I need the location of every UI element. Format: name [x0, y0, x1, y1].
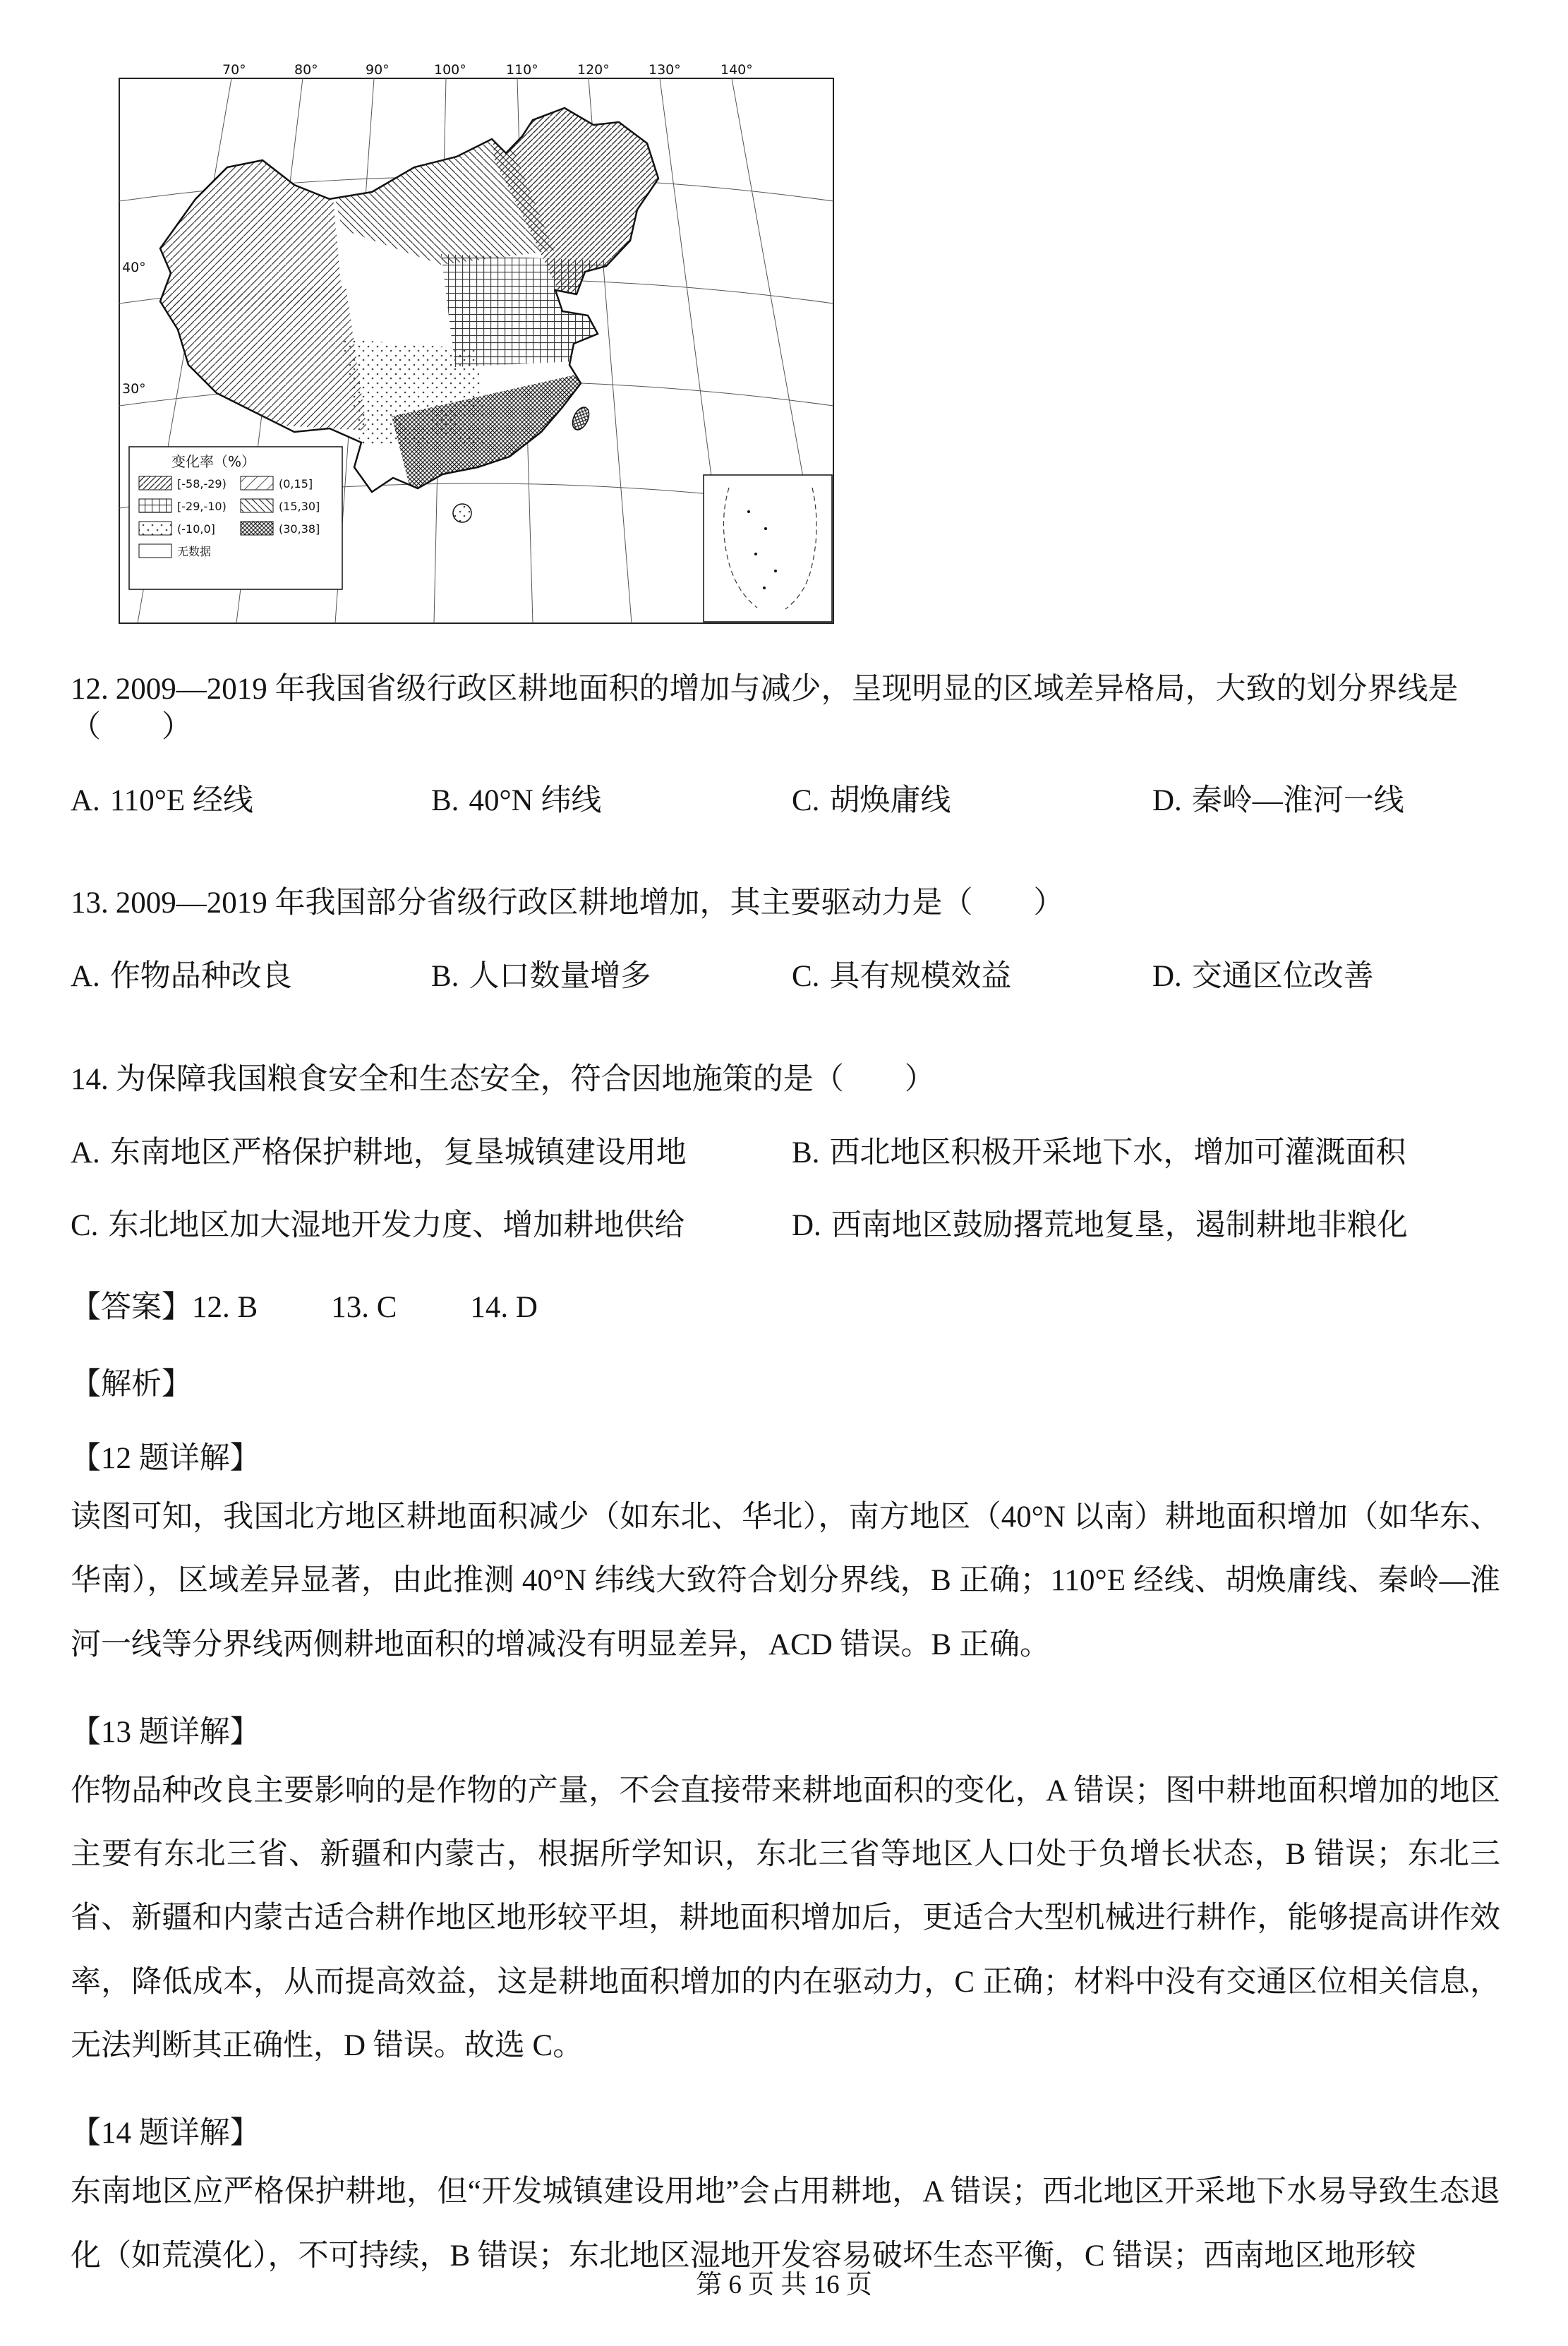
legend-label: [-58,-29) — [177, 477, 227, 491]
lon-label: 120° — [577, 62, 610, 78]
question-number: 13. — [71, 886, 109, 920]
answer-label: 【答案】 — [71, 1291, 192, 1324]
option-label: D. — [1152, 783, 1182, 817]
option-label: D. — [792, 1209, 821, 1243]
option-text: 作物品种改良 — [109, 960, 292, 993]
map-longitude-labels — [222, 62, 753, 78]
lat-label: 40° — [122, 260, 146, 275]
option-text: 交通区位改善 — [1191, 960, 1374, 993]
answer-item: 13. C — [331, 1291, 397, 1324]
option-14-a — [71, 1134, 792, 1172]
option-label: A. — [71, 960, 100, 993]
china-cropland-change-map-figure — [109, 60, 847, 635]
question-14-options-row-1 — [71, 1134, 1500, 1172]
lon-label: 110° — [506, 62, 538, 78]
legend-label: (-10,0] — [177, 522, 215, 536]
hainan-island — [453, 504, 471, 522]
question-12-stem — [71, 670, 1500, 747]
analysis-label: 【解析】 — [71, 1368, 192, 1401]
explanation-14-body: 东南地区应严格保护耕地，但“开发城镇建设用地”会占用耕地，A 错误；西北地区开采地下水易导致生态退化（如荒漠化），不可持续，B 错误；东北地区湿地开发容易破坏生态平衡，C 错误；西南地区地形较 — [71, 2175, 1500, 2273]
lon-label: 140° — [720, 62, 753, 78]
option-text: 西南地区鼓励撂荒地复垦，遏制耕地非粮化 — [831, 1209, 1408, 1243]
explanation-12-body: 读图可知，我国北方地区耕地面积减少（如东北、华北），南方地区（40°N 以南）耕地面积增加（如华东、华南），区域差异显著，由此推测 40°N 纬线大致符合划分界线，B 正确；110°E 经线、胡焕庸线、秦岭—淮河一线等分界线两侧耕地面积的增减没有明显差异，ACD 错误。B 正确。 — [71, 1500, 1500, 1661]
option-text: 西北地区积极开采地下水，增加可灌溉面积 — [829, 1136, 1406, 1169]
option-label: C. — [71, 1209, 99, 1243]
option-label: A. — [71, 783, 100, 817]
china-map — [109, 60, 847, 635]
south-china-sea-inset — [704, 475, 832, 622]
page-footer: 第 6 页 共 16 页 — [696, 2270, 872, 2299]
question-13-options — [71, 958, 1500, 996]
lon-label: 130° — [649, 62, 681, 78]
explanation-12-header: 【12 题详解】 — [71, 1442, 260, 1475]
lon-label: 80° — [294, 62, 318, 78]
option-14-b — [792, 1134, 1406, 1172]
option-label: B. — [431, 960, 459, 993]
option-14-c — [71, 1207, 792, 1245]
question-number: 14. — [71, 1062, 109, 1096]
answer-item: 12. B — [192, 1291, 258, 1324]
option-label: B. — [431, 783, 459, 817]
option-13-c — [792, 958, 1152, 996]
option-label: A. — [71, 1136, 100, 1169]
question-13-stem — [71, 884, 1500, 922]
answer-item: 14. D — [470, 1291, 538, 1324]
option-text: 人口数量增多 — [469, 960, 651, 993]
option-label: B. — [792, 1136, 820, 1169]
option-text: 具有规模效益 — [829, 960, 1012, 993]
legend-label: (0,15] — [279, 477, 313, 491]
legend-label: (30,38] — [279, 522, 320, 536]
question-14-stem — [71, 1061, 1500, 1099]
option-12-b — [431, 782, 792, 820]
lat-label: 30° — [122, 381, 146, 397]
option-text: 东南地区严格保护耕地，复垦城镇建设用地 — [109, 1136, 687, 1169]
legend-label: [-29,-10) — [177, 500, 227, 513]
option-13-d — [1152, 958, 1374, 996]
option-13-a — [71, 958, 431, 996]
option-text: 胡焕庸线 — [829, 783, 951, 817]
question-number: 12. — [71, 673, 109, 706]
map-legend — [129, 447, 342, 589]
legend-label: 无数据 — [177, 545, 212, 558]
option-13-b — [431, 958, 792, 996]
legend-title: 变化率（%） — [171, 453, 256, 470]
question-text: 2009—2019 年我国部分省级行政区耕地增加，其主要驱动力是（ ） — [115, 886, 1064, 920]
explanation-13-body: 作物品种改良主要影响的是作物的产量，不会直接带来耕地面积的变化，A 错误；图中耕地面积增加的地区主要有东北三省、新疆和内蒙古，根据所学知识，东北三省等地区人口处于负增长状态，B 错误；东北三省、新疆和内蒙古适合耕作地区地形较平坦，耕地面积增加后，更适合大型机械进行耕作，能够提高讲作效率，降低成本，从而提高效益，这是耕地面积增加的内在驱动力，C 正确；材料中没有交通区位相关信息，无法判断其正确性，D 错误。故选 C。 — [71, 1774, 1500, 2063]
option-12-d — [1152, 782, 1404, 820]
option-12-a — [71, 782, 431, 820]
option-label: C. — [792, 783, 820, 817]
legend-label: (15,30] — [279, 500, 320, 513]
question-14-options-row-2 — [71, 1207, 1500, 1245]
question-12-options — [71, 782, 1500, 820]
lon-label: 70° — [222, 62, 246, 78]
option-label: C. — [792, 960, 820, 993]
option-12-c — [792, 782, 1152, 820]
lon-label: 100° — [434, 62, 466, 78]
explanation-14-header: 【14 题详解】 — [71, 2117, 260, 2150]
option-14-d — [792, 1207, 1408, 1245]
option-text: 秦岭—淮河一线 — [1191, 783, 1404, 817]
question-text: 为保障我国粮食安全和生态安全，符合因地施策的是（ ） — [115, 1062, 935, 1096]
question-text: 2009—2019 年我国省级行政区耕地面积的增加与减少，呈现明显的区域差异格局，大致的划分界线是（ ） — [71, 673, 1459, 744]
lon-label: 90° — [366, 62, 390, 78]
option-text: 东北地区加大湿地开发力度、增加耕地供给 — [108, 1209, 685, 1243]
explanation-13-header: 【13 题详解】 — [71, 1715, 260, 1749]
option-text: 110°E 经线 — [109, 783, 253, 817]
answer-line — [71, 1283, 1500, 1326]
option-label: D. — [1152, 960, 1182, 993]
option-text: 40°N 纬线 — [469, 783, 602, 817]
